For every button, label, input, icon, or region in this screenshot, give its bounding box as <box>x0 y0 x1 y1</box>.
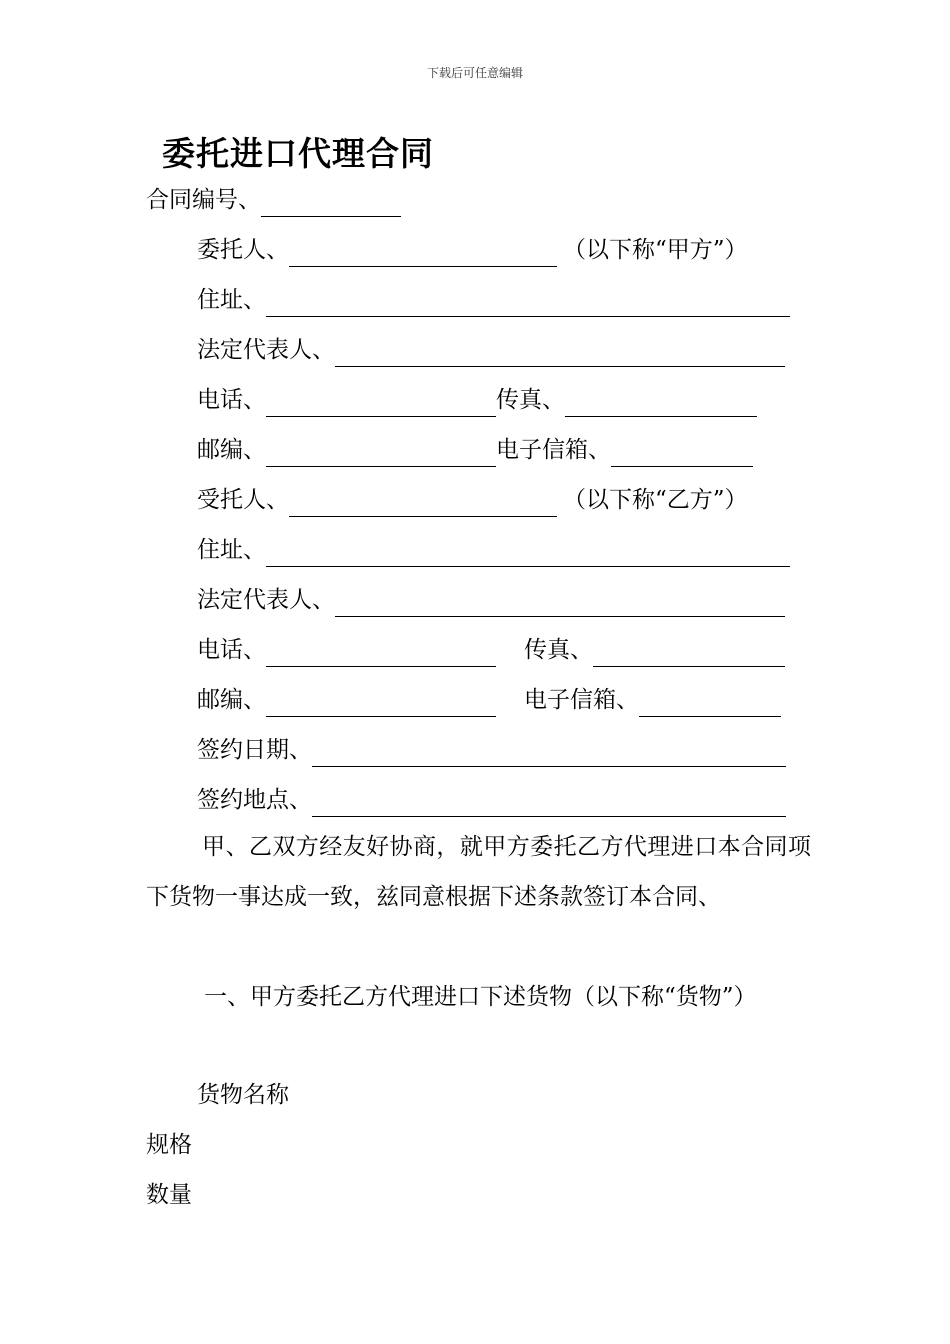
intro-paragraph <box>146 822 811 922</box>
intro-text: 甲、乙双方经友好协商，就甲方委托乙方代理进口本合同项下货物一事达成一致，兹同意根据下述条款签订本合同、 <box>146 834 811 910</box>
client-suffix: （以下称“甲方”） <box>563 237 748 263</box>
sign-place-label: 签约地点、 <box>197 787 312 813</box>
agent-email-label: 电子信箱、 <box>524 687 639 713</box>
goods-name-row <box>197 1078 289 1112</box>
client-blank[interactable] <box>289 238 557 267</box>
client-postcode-blank[interactable] <box>266 438 496 467</box>
agent-legal-rep-label: 法定代表人、 <box>197 587 335 613</box>
client-email-blank[interactable] <box>611 438 753 467</box>
sign-place-blank[interactable] <box>312 788 786 817</box>
agent-postcode-email-row <box>197 683 781 717</box>
sign-date-blank[interactable] <box>312 738 786 767</box>
client-legal-rep-label: 法定代表人、 <box>197 337 335 363</box>
agent-legal-rep-row <box>197 583 785 617</box>
client-address-blank[interactable] <box>266 288 790 317</box>
agent-fax-blank[interactable] <box>593 638 785 667</box>
client-postcode-label: 邮编、 <box>197 437 266 463</box>
agent-row <box>197 483 748 517</box>
agent-postcode-label: 邮编、 <box>197 687 266 713</box>
client-fax-blank[interactable] <box>565 388 757 417</box>
client-postcode-email-row <box>197 433 753 467</box>
quantity-row <box>146 1178 192 1212</box>
agent-address-row <box>197 533 790 567</box>
sign-date-row <box>197 733 786 767</box>
contract-no-row <box>146 183 401 217</box>
agent-blank[interactable] <box>289 488 557 517</box>
client-address-row <box>197 283 790 317</box>
client-email-label: 电子信箱、 <box>496 437 611 463</box>
agent-legal-rep-blank[interactable] <box>335 588 785 617</box>
client-legal-rep-blank[interactable] <box>335 338 785 367</box>
client-label: 委托人、 <box>197 237 289 263</box>
spec-row <box>146 1128 192 1162</box>
agent-phone-label: 电话、 <box>197 637 266 663</box>
agent-address-blank[interactable] <box>266 538 790 567</box>
agent-suffix: （以下称“乙方”） <box>563 487 748 513</box>
agent-address-label: 住址、 <box>197 537 266 563</box>
client-phone-blank[interactable] <box>266 388 496 417</box>
goods-name-label: 货物名称 <box>197 1082 289 1108</box>
agent-postcode-blank[interactable] <box>266 688 496 717</box>
sign-place-row <box>197 783 786 817</box>
client-address-label: 住址、 <box>197 287 266 313</box>
spec-label: 规格 <box>146 1132 192 1158</box>
quantity-label: 数量 <box>146 1182 192 1208</box>
agent-label: 受托人、 <box>197 487 289 513</box>
clause-1-text: 一、甲方委托乙方代理进口下述货物（以下称“货物”） <box>204 984 757 1010</box>
client-row <box>197 233 748 267</box>
page-header: 下载后可任意编辑 <box>426 66 523 80</box>
client-phone-label: 电话、 <box>197 387 266 413</box>
agent-fax-label: 传真、 <box>524 637 593 663</box>
contract-no-label: 合同编号、 <box>146 187 261 213</box>
contract-no-blank[interactable] <box>261 188 401 217</box>
agent-email-blank[interactable] <box>639 688 781 717</box>
client-legal-rep-row <box>197 333 785 367</box>
agent-phone-fax-row <box>197 633 785 667</box>
agent-phone-blank[interactable] <box>266 638 496 667</box>
document-title: 委托进口代理合同 <box>162 134 434 173</box>
client-fax-label: 传真、 <box>496 387 565 413</box>
sign-date-label: 签约日期、 <box>197 737 312 763</box>
client-phone-fax-row <box>197 383 757 417</box>
clause-1-paragraph <box>146 972 811 1022</box>
